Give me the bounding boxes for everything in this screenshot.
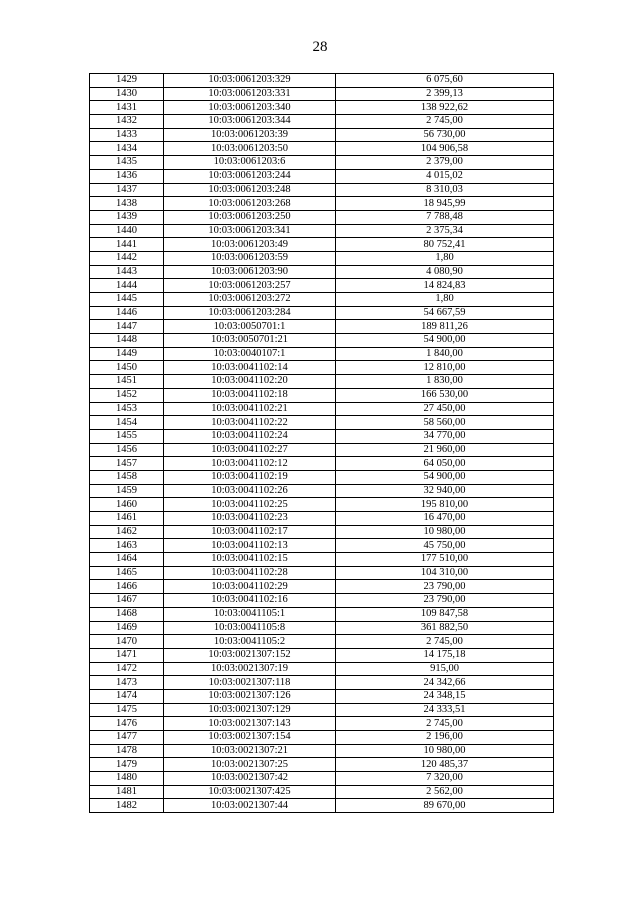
row-number-cell: 1450 xyxy=(90,361,164,375)
value-cell: 1,80 xyxy=(336,293,554,307)
row-number-cell: 1466 xyxy=(90,580,164,594)
table-row xyxy=(90,87,554,101)
cadastral-number-cell: 10:03:0021307:118 xyxy=(164,676,336,690)
cadastral-number-cell: 10:03:0041102:16 xyxy=(164,594,336,608)
row-number-cell: 1473 xyxy=(90,676,164,690)
cadastral-number-cell: 10:03:0041102:21 xyxy=(164,402,336,416)
cadastral-number-cell: 10:03:0021307:44 xyxy=(164,799,336,813)
cadastral-number-cell: 10:03:0041105:1 xyxy=(164,607,336,621)
cadastral-number-cell: 10:03:0041102:19 xyxy=(164,470,336,484)
value-cell: 2 562,00 xyxy=(336,785,554,799)
row-number-cell: 1461 xyxy=(90,512,164,526)
table-row xyxy=(90,566,554,580)
row-number-cell: 1429 xyxy=(90,74,164,88)
row-number-cell: 1451 xyxy=(90,375,164,389)
table-row xyxy=(90,594,554,608)
row-number-cell: 1471 xyxy=(90,648,164,662)
row-number-cell: 1432 xyxy=(90,115,164,129)
cadastral-number-cell: 10:03:0061203:284 xyxy=(164,306,336,320)
cadastral-number-cell: 10:03:0041102:20 xyxy=(164,375,336,389)
value-cell: 6 075,60 xyxy=(336,74,554,88)
table-row xyxy=(90,785,554,799)
cadastral-number-cell: 10:03:0041102:29 xyxy=(164,580,336,594)
value-cell: 138 922,62 xyxy=(336,101,554,115)
value-cell: 8 310,03 xyxy=(336,183,554,197)
table-row xyxy=(90,731,554,745)
value-cell: 2 196,00 xyxy=(336,731,554,745)
table-row xyxy=(90,662,554,676)
cadastral-number-cell: 10:03:0041102:17 xyxy=(164,525,336,539)
cadastral-number-cell: 10:03:0021307:19 xyxy=(164,662,336,676)
row-number-cell: 1477 xyxy=(90,731,164,745)
table-row xyxy=(90,621,554,635)
cadastral-number-cell: 10:03:0021307:143 xyxy=(164,717,336,731)
value-cell: 109 847,58 xyxy=(336,607,554,621)
value-cell: 24 333,51 xyxy=(336,703,554,717)
row-number-cell: 1470 xyxy=(90,635,164,649)
value-cell: 54 900,00 xyxy=(336,470,554,484)
value-cell: 32 940,00 xyxy=(336,484,554,498)
cadastral-number-cell: 10:03:0041102:18 xyxy=(164,388,336,402)
value-cell: 2 379,00 xyxy=(336,156,554,170)
table-row xyxy=(90,361,554,375)
table-body xyxy=(90,74,554,813)
cadastral-number-cell: 10:03:0061203:268 xyxy=(164,197,336,211)
row-number-cell: 1459 xyxy=(90,484,164,498)
value-cell: 166 530,00 xyxy=(336,388,554,402)
value-cell: 1 840,00 xyxy=(336,347,554,361)
value-cell: 189 811,26 xyxy=(336,320,554,334)
table-row xyxy=(90,265,554,279)
value-cell: 23 790,00 xyxy=(336,580,554,594)
value-cell: 2 399,13 xyxy=(336,87,554,101)
value-cell: 24 342,66 xyxy=(336,676,554,690)
row-number-cell: 1463 xyxy=(90,539,164,553)
row-number-cell: 1467 xyxy=(90,594,164,608)
cadastral-number-cell: 10:03:0061203:244 xyxy=(164,169,336,183)
value-cell: 64 050,00 xyxy=(336,457,554,471)
table-row xyxy=(90,648,554,662)
table-row xyxy=(90,169,554,183)
cadastral-number-cell: 10:03:0041102:28 xyxy=(164,566,336,580)
row-number-cell: 1468 xyxy=(90,607,164,621)
value-cell: 361 882,50 xyxy=(336,621,554,635)
table-row xyxy=(90,457,554,471)
row-number-cell: 1447 xyxy=(90,320,164,334)
cadastral-number-cell: 10:03:0061203:341 xyxy=(164,224,336,238)
table-row xyxy=(90,744,554,758)
row-number-cell: 1452 xyxy=(90,388,164,402)
cadastral-number-cell: 10:03:0061203:250 xyxy=(164,210,336,224)
value-cell: 10 980,00 xyxy=(336,525,554,539)
row-number-cell: 1454 xyxy=(90,416,164,430)
value-cell: 45 750,00 xyxy=(336,539,554,553)
row-number-cell: 1436 xyxy=(90,169,164,183)
table-row xyxy=(90,388,554,402)
value-cell: 1 830,00 xyxy=(336,375,554,389)
value-cell: 80 752,41 xyxy=(336,238,554,252)
table-row xyxy=(90,607,554,621)
cadastral-number-cell: 10:03:0021307:21 xyxy=(164,744,336,758)
value-cell: 2 745,00 xyxy=(336,635,554,649)
cadastral-number-cell: 10:03:0061203:340 xyxy=(164,101,336,115)
cadastral-number-cell: 10:03:0021307:152 xyxy=(164,648,336,662)
cadastral-number-cell: 10:03:0040107:1 xyxy=(164,347,336,361)
value-cell: 23 790,00 xyxy=(336,594,554,608)
table-row xyxy=(90,115,554,129)
row-number-cell: 1431 xyxy=(90,101,164,115)
value-cell: 89 670,00 xyxy=(336,799,554,813)
cadastral-number-cell: 10:03:0061203:59 xyxy=(164,251,336,265)
value-cell: 177 510,00 xyxy=(336,553,554,567)
value-cell: 14 175,18 xyxy=(336,648,554,662)
table-row xyxy=(90,484,554,498)
table-row xyxy=(90,210,554,224)
table-row xyxy=(90,306,554,320)
value-cell: 7 320,00 xyxy=(336,772,554,786)
row-number-cell: 1464 xyxy=(90,553,164,567)
cadastral-number-cell: 10:03:0041102:25 xyxy=(164,498,336,512)
table-row xyxy=(90,197,554,211)
cadastral-number-cell: 10:03:0050701:1 xyxy=(164,320,336,334)
cadastral-number-cell: 10:03:0041102:26 xyxy=(164,484,336,498)
cadastral-number-cell: 10:03:0061203:50 xyxy=(164,142,336,156)
cadastral-number-cell: 10:03:0061203:329 xyxy=(164,74,336,88)
value-cell: 4 015,02 xyxy=(336,169,554,183)
row-number-cell: 1440 xyxy=(90,224,164,238)
value-cell: 1,80 xyxy=(336,251,554,265)
row-number-cell: 1444 xyxy=(90,279,164,293)
value-cell: 7 788,48 xyxy=(336,210,554,224)
cadastral-number-cell: 10:03:0041105:8 xyxy=(164,621,336,635)
row-number-cell: 1445 xyxy=(90,293,164,307)
value-cell: 27 450,00 xyxy=(336,402,554,416)
value-cell: 4 080,90 xyxy=(336,265,554,279)
cadastral-number-cell: 10:03:0041102:12 xyxy=(164,457,336,471)
value-cell: 120 485,37 xyxy=(336,758,554,772)
cadastral-number-cell: 10:03:0061203:331 xyxy=(164,87,336,101)
table-row xyxy=(90,183,554,197)
row-number-cell: 1439 xyxy=(90,210,164,224)
table-row xyxy=(90,279,554,293)
row-number-cell: 1443 xyxy=(90,265,164,279)
row-number-cell: 1472 xyxy=(90,662,164,676)
row-number-cell: 1478 xyxy=(90,744,164,758)
cadastral-number-cell: 10:03:0041102:14 xyxy=(164,361,336,375)
value-cell: 2 375,34 xyxy=(336,224,554,238)
cadastral-number-cell: 10:03:0041105:2 xyxy=(164,635,336,649)
table-row xyxy=(90,74,554,88)
table-row xyxy=(90,580,554,594)
cadastral-number-cell: 10:03:0061203:272 xyxy=(164,293,336,307)
cadastral-number-cell: 10:03:0021307:42 xyxy=(164,772,336,786)
row-number-cell: 1460 xyxy=(90,498,164,512)
value-cell: 21 960,00 xyxy=(336,443,554,457)
table-row xyxy=(90,443,554,457)
table-row xyxy=(90,676,554,690)
cadastral-number-cell: 10:03:0041102:24 xyxy=(164,429,336,443)
cadastral-number-cell: 10:03:0041102:22 xyxy=(164,416,336,430)
table-row xyxy=(90,402,554,416)
cadastral-number-cell: 10:03:0021307:126 xyxy=(164,689,336,703)
page-number: 28 xyxy=(312,39,328,55)
value-cell: 54 900,00 xyxy=(336,334,554,348)
cadastral-number-cell: 10:03:0061203:39 xyxy=(164,128,336,142)
cadastral-number-cell: 10:03:0061203:248 xyxy=(164,183,336,197)
row-number-cell: 1458 xyxy=(90,470,164,484)
table-row xyxy=(90,470,554,484)
table-row xyxy=(90,334,554,348)
table-row xyxy=(90,320,554,334)
cadastral-number-cell: 10:03:0021307:25 xyxy=(164,758,336,772)
table-row xyxy=(90,142,554,156)
row-number-cell: 1469 xyxy=(90,621,164,635)
row-number-cell: 1438 xyxy=(90,197,164,211)
row-number-cell: 1435 xyxy=(90,156,164,170)
row-number-cell: 1482 xyxy=(90,799,164,813)
value-cell: 915,00 xyxy=(336,662,554,676)
table-row xyxy=(90,238,554,252)
value-cell: 14 824,83 xyxy=(336,279,554,293)
table-row xyxy=(90,525,554,539)
table-row xyxy=(90,375,554,389)
value-cell: 2 745,00 xyxy=(336,115,554,129)
cadastral-number-cell: 10:03:0061203:6 xyxy=(164,156,336,170)
value-cell: 2 745,00 xyxy=(336,717,554,731)
row-number-cell: 1446 xyxy=(90,306,164,320)
row-number-cell: 1448 xyxy=(90,334,164,348)
row-number-cell: 1481 xyxy=(90,785,164,799)
cadastral-number-cell: 10:03:0061203:49 xyxy=(164,238,336,252)
row-number-cell: 1457 xyxy=(90,457,164,471)
table-row xyxy=(90,717,554,731)
table-row xyxy=(90,416,554,430)
row-number-cell: 1474 xyxy=(90,689,164,703)
row-number-cell: 1455 xyxy=(90,429,164,443)
row-number-cell: 1441 xyxy=(90,238,164,252)
cadastral-number-cell: 10:03:0050701:21 xyxy=(164,334,336,348)
row-number-cell: 1480 xyxy=(90,772,164,786)
cadastral-number-cell: 10:03:0021307:425 xyxy=(164,785,336,799)
row-number-cell: 1442 xyxy=(90,251,164,265)
value-cell: 10 980,00 xyxy=(336,744,554,758)
value-cell: 12 810,00 xyxy=(336,361,554,375)
table-row xyxy=(90,429,554,443)
value-cell: 54 667,59 xyxy=(336,306,554,320)
cadastral-number-cell: 10:03:0041102:27 xyxy=(164,443,336,457)
row-number-cell: 1453 xyxy=(90,402,164,416)
table-row xyxy=(90,498,554,512)
table-row xyxy=(90,224,554,238)
table-row xyxy=(90,539,554,553)
row-number-cell: 1465 xyxy=(90,566,164,580)
row-number-cell: 1433 xyxy=(90,128,164,142)
cadastral-number-cell: 10:03:0061203:257 xyxy=(164,279,336,293)
table-row xyxy=(90,251,554,265)
table-row xyxy=(90,772,554,786)
table-row xyxy=(90,799,554,813)
table-row xyxy=(90,128,554,142)
row-number-cell: 1437 xyxy=(90,183,164,197)
row-number-cell: 1476 xyxy=(90,717,164,731)
cadastral-value-table xyxy=(89,73,554,813)
value-cell: 195 810,00 xyxy=(336,498,554,512)
row-number-cell: 1462 xyxy=(90,525,164,539)
value-cell: 58 560,00 xyxy=(336,416,554,430)
value-cell: 56 730,00 xyxy=(336,128,554,142)
cadastral-number-cell: 10:03:0021307:154 xyxy=(164,731,336,745)
table-row xyxy=(90,635,554,649)
cadastral-number-cell: 10:03:0021307:129 xyxy=(164,703,336,717)
table-row xyxy=(90,512,554,526)
table-row xyxy=(90,703,554,717)
table-row xyxy=(90,101,554,115)
table-row xyxy=(90,293,554,307)
cadastral-number-cell: 10:03:0041102:15 xyxy=(164,553,336,567)
cadastral-number-cell: 10:03:0041102:13 xyxy=(164,539,336,553)
value-cell: 18 945,99 xyxy=(336,197,554,211)
value-cell: 104 906,58 xyxy=(336,142,554,156)
row-number-cell: 1449 xyxy=(90,347,164,361)
table-row xyxy=(90,689,554,703)
value-cell: 34 770,00 xyxy=(336,429,554,443)
value-cell: 104 310,00 xyxy=(336,566,554,580)
value-cell: 24 348,15 xyxy=(336,689,554,703)
row-number-cell: 1479 xyxy=(90,758,164,772)
row-number-cell: 1475 xyxy=(90,703,164,717)
table-row xyxy=(90,758,554,772)
table-row xyxy=(90,553,554,567)
row-number-cell: 1434 xyxy=(90,142,164,156)
table-row xyxy=(90,156,554,170)
row-number-cell: 1430 xyxy=(90,87,164,101)
table-row xyxy=(90,347,554,361)
cadastral-number-cell: 10:03:0061203:90 xyxy=(164,265,336,279)
cadastral-number-cell: 10:03:0061203:344 xyxy=(164,115,336,129)
cadastral-number-cell: 10:03:0041102:23 xyxy=(164,512,336,526)
value-cell: 16 470,00 xyxy=(336,512,554,526)
row-number-cell: 1456 xyxy=(90,443,164,457)
